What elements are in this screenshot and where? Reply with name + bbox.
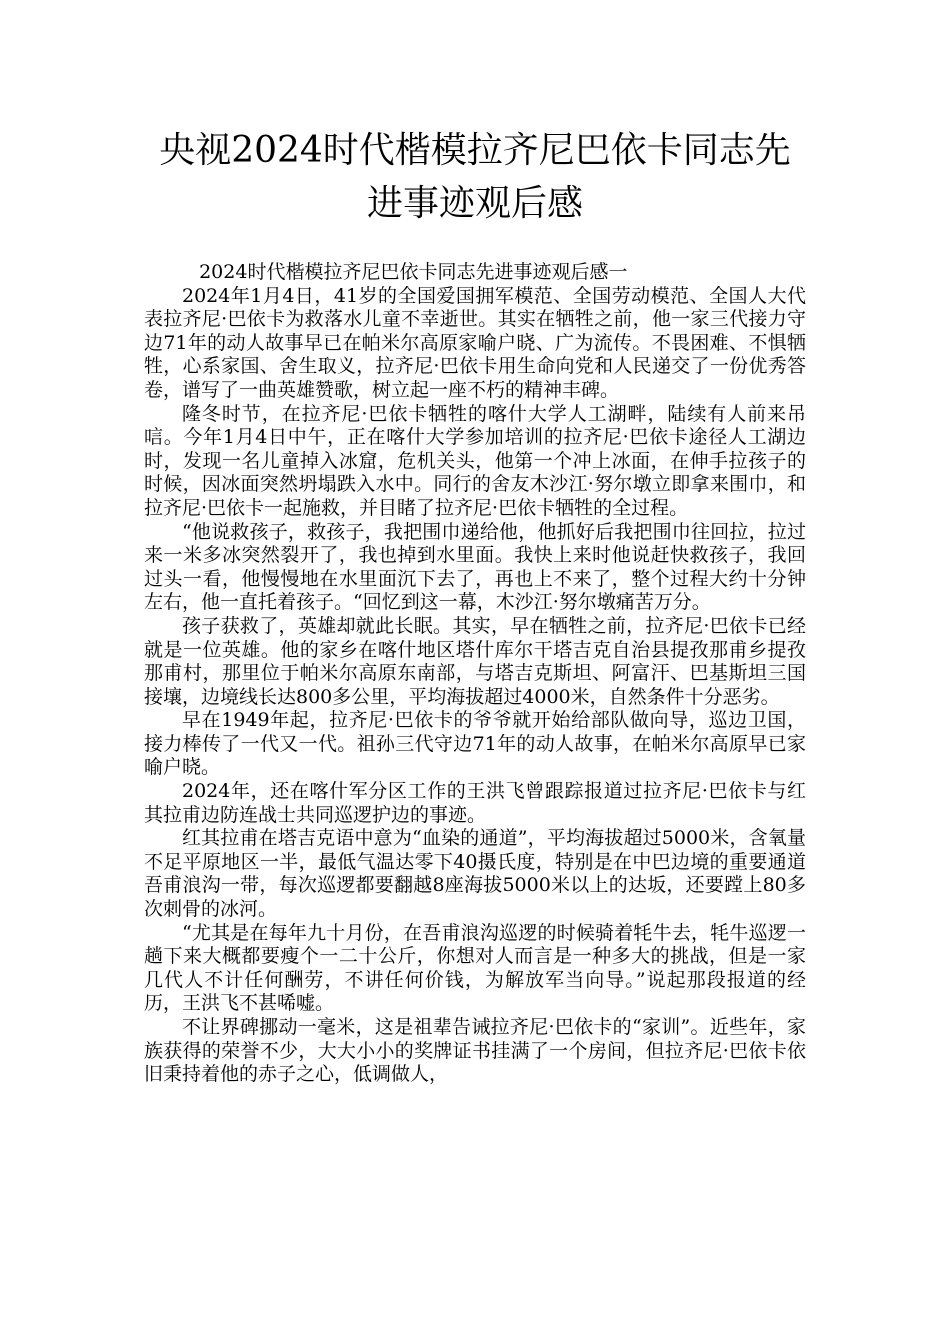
- paragraph: 2024年1月4日，41岁的全国爱国拥军模范、全国劳动模范、全国人大代表拉齐尼·巴依卡为救落水儿童不幸逝世。其实在牺牲之前，他一家三代接力守边71年的动人故事早已在帕米尔高原家喻户晓、广为流传。不畏困难、不惧牺牲，心系家国、舍生取义，拉齐尼·巴依卡用生命向党和人民递交了一份优秀答卷，谱写了一曲英雄赞歌，树立起一座不朽的精神丰碑。: [144, 284, 806, 401]
- paragraph: 红其拉甫在塔吉克语中意为“血染的通道”，平均海拔超过5000米，含氧量不足平原地区一半，最低气温达零下40摄氏度，特别是在中巴边境的重要通道吾甫浪沟一带，每次巡逻都要翻越8座海拔5000米以上的达坂，还要蹚上80多次刺骨的冰河。: [144, 827, 806, 921]
- section-subheading: 2024时代楷模拉齐尼巴依卡同志先进事迹观后感一: [199, 261, 628, 283]
- paragraph: 2024年，还在喀什军分区工作的王洪飞曾跟踪报道过拉齐尼·巴依卡与红其拉甫边防连战士共同巡逻护边的事迹。: [144, 780, 806, 826]
- document-body: [144, 261, 806, 1087]
- paragraph: “尤其是在每年九十月份，在吾甫浪沟巡逻的时候骑着牦牛去，牦牛巡逻一趟下来大概都要瘦个一二十公斤，你想对人而言是一种多大的挑战，但是一家几代人不计任何酬劳，不讲任何价钱，为解放军当向导。”说起那段报道的经历，王洪飞不甚唏嘘。: [144, 921, 806, 1015]
- paragraph: 早在1949年起，拉齐尼·巴依卡的爷爷就开始给部队做向导，巡边卫国，接力棒传了一代又一代。祖孙三代守边71年的动人故事，在帕米尔高原早已家喻户晓。: [144, 709, 806, 779]
- paragraph: 不让界碑挪动一毫米，这是祖辈告诫拉齐尼·巴依卡的“家训”。近些年，家族获得的荣誉不少，大大小小的奖牌证书挂满了一个房间，但拉齐尼·巴依卡依旧秉持着他的赤子之心，低调做人，: [144, 1016, 806, 1086]
- paragraph: 隆冬时节，在拉齐尼·巴依卡牺牲的喀什大学人工湖畔，陆续有人前来吊唁。今年1月4日中午，正在喀什大学参加培训的拉齐尼·巴依卡途径人工湖边时，发现一名儿童掉入冰窟，危机关头，他第一个冲上冰面，在伸手拉孩子的时候，因冰面突然坍塌跌入水中。同行的舍友木沙江·努尔墩立即拿来围巾，和拉齐尼·巴依卡一起施救，并目睹了拉齐尼·巴依卡牺牲的全过程。: [144, 402, 806, 519]
- paragraph: “他说救孩子，救孩子，我把围巾递给他，他抓好后我把围巾往回拉，拉过来一米多冰突然裂开了，我也掉到水里面。我快上来时他说赶快救孩子，我回过头一看，他慢慢地在水里面沉下去了，再也上不来了，整个过程大约十分钟左右，他一直托着孩子。“回忆到这一幕，木沙江·努尔墩痛苦万分。: [144, 520, 806, 614]
- document-title: 央视2024时代楷模拉齐尼巴依卡同志先进事迹观后感: [159, 130, 791, 224]
- document-page: [144, 124, 806, 1087]
- paragraph: 孩子获救了，英雄却就此长眠。其实，早在牺牲之前，拉齐尼·巴依卡已经就是一位英雄。他的家乡在喀什地区塔什库尔干塔吉克自治县提孜那甫乡提孜那甫村，那里位于帕米尔高原东南部，与塔吉克斯坦、阿富汗、巴基斯坦三国接壤，边境线长达800多公里，平均海拔超过4000米，自然条件十分恶劣。: [144, 614, 806, 708]
